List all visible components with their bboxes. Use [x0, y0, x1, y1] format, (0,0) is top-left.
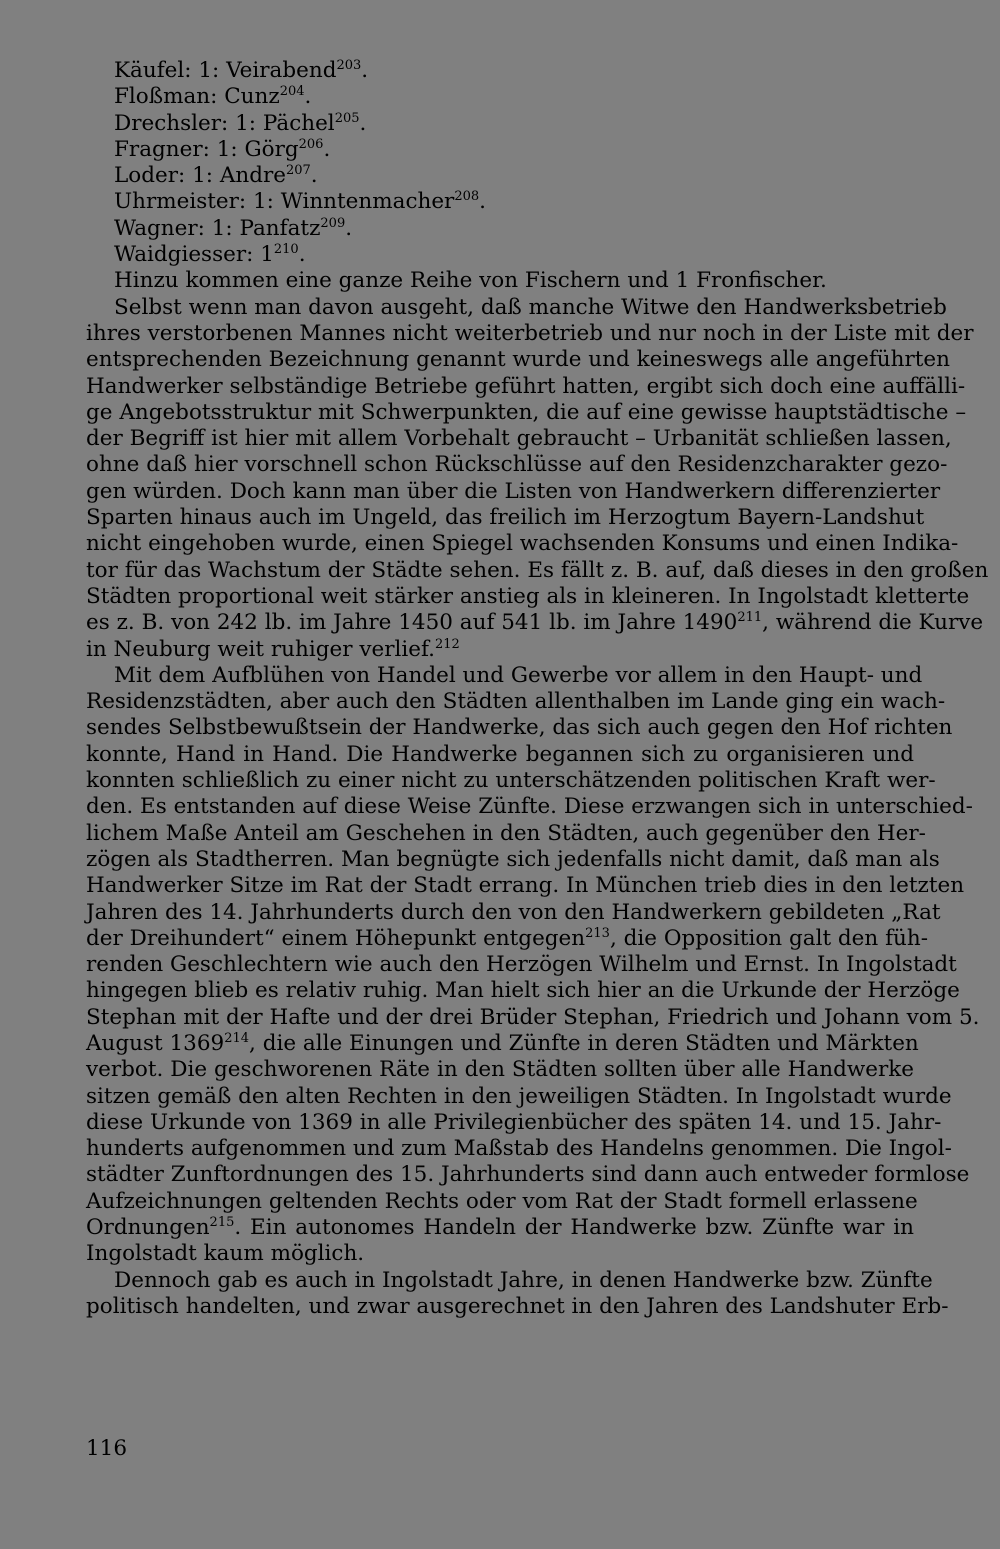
- line-text: Waidgiesser: 1: [114, 242, 274, 268]
- text-line: [86, 1162, 970, 1188]
- list-item: [114, 111, 914, 137]
- line-text: Drechsler: 1: Pächel: [114, 110, 335, 136]
- line-text-continued: , während die Kurve: [762, 610, 984, 636]
- line-text: es z. B. von 242 lb. im Jahre 1450 auf 541 lb. im Jahre 1490: [86, 610, 738, 636]
- text-line: [86, 583, 970, 610]
- line-text: sitzen gemäß den alten Rechten in den jeweiligen Städten. In Ingolstadt wurde: [86, 1083, 952, 1109]
- line-text: konnten schließlich zu einer nicht zu unterschätzenden politischen Kraft wer-: [86, 768, 936, 794]
- line-text: Sparten hinaus auch im Ungeld, das freilich im Herzogtum Bayern-Landshut: [86, 505, 925, 531]
- line-text: Fragner: 1: Görg: [114, 136, 299, 162]
- line-text-continued: .: [345, 215, 353, 241]
- footnote-reference: 213: [585, 925, 610, 941]
- line-text-continued: .: [298, 242, 306, 268]
- line-text: Aufzeichnungen geltenden Rechts oder vom Rat der Stadt formell erlassene: [86, 1188, 918, 1214]
- list-item: [114, 242, 914, 268]
- line-text: Hinzu kommen eine ganze Reihe von Fischern und 1 Fronfischer.: [114, 268, 827, 294]
- text-line: [86, 610, 984, 636]
- line-text-continued: . Ein autonomes Handeln der Handwerke bzw. Zünfte war in: [234, 1215, 914, 1241]
- line-text: Städten proportional weit stärker anstieg als in kleineren. In Ingolstadt kletterte: [86, 583, 970, 609]
- text-line: [86, 557, 989, 584]
- text-line: [86, 768, 936, 794]
- line-text: ge Angebotsstruktur mit Schwerpunkten, die auf eine gewisse hauptstädtische –: [86, 399, 967, 425]
- text-line: [86, 742, 914, 768]
- text-line: [86, 978, 960, 1004]
- text-line: [86, 1293, 949, 1320]
- line-text: gen würden. Doch kann man über die Listen von Handwerkern differenzierter: [86, 478, 941, 504]
- text-line: [86, 1215, 914, 1241]
- text-line: [86, 478, 941, 505]
- text-line: [86, 505, 925, 531]
- paragraph: [86, 1267, 949, 1321]
- line-text: nicht eingehoben wurde, einen Spiegel wachsenden Konsums und einen Indika-: [86, 531, 959, 557]
- text-line: [86, 715, 953, 741]
- text-line: [86, 320, 974, 347]
- line-text: verbot. Die geschworenen Räte in den Städten sollten über alle Handwerke: [86, 1057, 914, 1083]
- text-line: [86, 846, 940, 873]
- line-text-continued: .: [359, 110, 367, 136]
- footnote-reference: 203: [336, 58, 362, 73]
- line-text: Selbst wenn man davon ausgeht, daß manche Witwe den Handwerksbetrieb: [114, 294, 947, 320]
- text-line: [86, 399, 967, 426]
- line-text: Handwerker Sitze im Rat der Stadt errang. In München trieb dies in den letzten: [86, 873, 965, 899]
- list-item: [114, 137, 914, 163]
- list-item: [114, 268, 914, 294]
- line-text: Dennoch gab es auch in Ingolstadt Jahre, in denen Handwerke bzw. Zünfte: [114, 1267, 933, 1293]
- line-text: Käufel: 1: Veirabend: [114, 58, 337, 83]
- line-text: hingegen blieb es relativ ruhig. Man hielt sich hier an die Urkunde der Herzöge: [86, 978, 960, 1004]
- line-text: städter Zunftordnungen des 15. Jahrhunderts sind dann auch entweder formlose: [86, 1162, 970, 1188]
- text-line: [86, 1057, 914, 1083]
- text-line: [86, 899, 941, 926]
- footnote-reference: 214: [224, 1030, 250, 1046]
- text-line: [86, 662, 923, 689]
- body-text: [86, 294, 989, 1321]
- line-text-continued: .: [310, 163, 318, 189]
- text-line: [86, 1241, 914, 1267]
- text-line: [86, 294, 947, 321]
- line-text: August 1369: [86, 1030, 225, 1056]
- paragraph: [86, 294, 989, 663]
- text-line: [86, 1004, 980, 1031]
- footnote-reference: 210: [273, 242, 299, 258]
- text-line: [86, 373, 966, 400]
- line-text: diese Urkunde von 1369 in alle Privilegienbücher des späten 14. und 15. Jahr-: [86, 1109, 942, 1135]
- footnote-reference: 208: [454, 189, 480, 205]
- line-text-continued: .: [323, 136, 331, 162]
- text-line: [86, 452, 948, 478]
- footnote-reference: 212: [435, 636, 460, 652]
- text-line: [86, 1109, 942, 1136]
- line-text: Handwerker selbständige Betriebe geführt hatten, ergibt sich doch eine auffälli-: [86, 373, 966, 399]
- text-line: [86, 531, 959, 557]
- line-text: der Dreihundert“ einem Höhepunkt entgegen: [86, 925, 586, 951]
- footnote-reference: 207: [285, 163, 311, 179]
- line-text: renden Geschlechtern wie auch den Herzögen Wilhelm und Ernst. In Ingolstadt: [86, 952, 957, 978]
- footnote-reference: 204: [279, 84, 305, 100]
- text-line: [86, 1136, 952, 1162]
- line-text-continued: .: [304, 84, 312, 110]
- page-number: 116: [86, 1436, 128, 1461]
- line-text: tor für das Wachstum der Städte sehen. Es fällt z. B. auf, daß dieses in den großen: [86, 557, 989, 583]
- footnote-reference: 209: [320, 215, 346, 231]
- line-text: den. Es entstanden auf diese Weise Zünfte. Diese erzwangen sich in unterschied-: [86, 794, 973, 820]
- line-text-continued: .: [361, 58, 369, 83]
- line-text: Ingolstadt kaum möglich.: [86, 1241, 365, 1267]
- line-text: Stephan mit der Hafte und der drei Brüder Stephan, Friedrich und Johann vom 5.: [86, 1004, 980, 1030]
- line-text: Jahren des 14. Jahrhunderts durch den von den Handwerkern gebildeten „Rat: [86, 899, 941, 925]
- line-text: konnte, Hand in Hand. Die Handwerke begannen sich zu organisieren und: [86, 741, 914, 767]
- list-item: [114, 163, 914, 189]
- line-text: Floßman: Cunz: [114, 84, 280, 110]
- text-line: [86, 1083, 952, 1110]
- line-text: Ordnungen: [86, 1215, 210, 1241]
- text-line: [86, 873, 965, 899]
- line-text: der Begriff ist hier mit allem Vorbehalt gebraucht – Urbanität schließen lassen,: [86, 426, 952, 452]
- line-text: ohne daß hier vorschnell schon Rückschlüsse auf den Residenzcharakter gezo-: [86, 452, 948, 478]
- text-line: [86, 1030, 919, 1057]
- line-text-continued: , die Opposition galt den füh-: [609, 925, 928, 951]
- line-text: entsprechenden Bezeichnung genannt wurde und keineswegs alle angeführten: [86, 347, 950, 373]
- text-line: [86, 426, 952, 452]
- list-item: [114, 84, 914, 110]
- line-text: politisch handelten, und zwar ausgerechnet in den Jahren des Landshuter Erb-: [86, 1293, 949, 1319]
- line-text: Mit dem Aufblühen von Handel und Gewerbe vor allem in den Haupt- und: [114, 662, 923, 688]
- text-line: [86, 1267, 933, 1294]
- text-line: [86, 925, 928, 952]
- line-text: ihres verstorbenen Mannes nicht weiterbetrieb und nur noch in der Liste mit der: [86, 320, 974, 346]
- footnote-reference: 215: [209, 1215, 235, 1231]
- craftsmen-list: [114, 58, 914, 295]
- line-text-continued: .: [479, 189, 487, 215]
- text-line: [86, 637, 914, 663]
- line-text: Uhrmeister: 1: Winntenmacher: [114, 189, 455, 215]
- text-line: [86, 952, 957, 978]
- line-text-continued: , die alle Einungen und Zünfte in deren Städten und Märkten: [249, 1030, 919, 1056]
- line-text: Residenzstädten, aber auch den Städten allenthalben im Lande ging ein wach-: [86, 689, 946, 715]
- line-text: zögen als Stadtherren. Man begnügte sich jedenfalls nicht damit, daß man als: [86, 846, 940, 872]
- line-text: hunderts aufgenommen und zum Maßstab des Handelns genommen. Die Ingol-: [86, 1136, 952, 1162]
- footnote-reference: 211: [737, 610, 763, 626]
- footnote-reference: 206: [298, 136, 324, 152]
- line-text: in Neuburg weit ruhiger verlief.: [86, 636, 435, 662]
- text-line: [86, 689, 946, 715]
- paragraph: [86, 662, 980, 1268]
- text-line: [86, 347, 950, 373]
- list-item: [114, 58, 914, 84]
- text-line: [86, 820, 926, 847]
- text-line: [86, 1188, 918, 1215]
- list-item: [114, 216, 914, 242]
- footnote-reference: 205: [334, 110, 360, 126]
- text-line: [86, 794, 973, 820]
- list-item: [114, 189, 914, 215]
- line-text: lichem Maße Anteil am Geschehen in den Städten, auch gegenüber den Her-: [86, 820, 926, 846]
- line-text: Wagner: 1: Panfatz: [114, 215, 321, 241]
- line-text: Loder: 1: Andre: [114, 163, 286, 189]
- line-text: sendes Selbstbewußtsein der Handwerke, das sich auch gegen den Hof richten: [86, 715, 953, 741]
